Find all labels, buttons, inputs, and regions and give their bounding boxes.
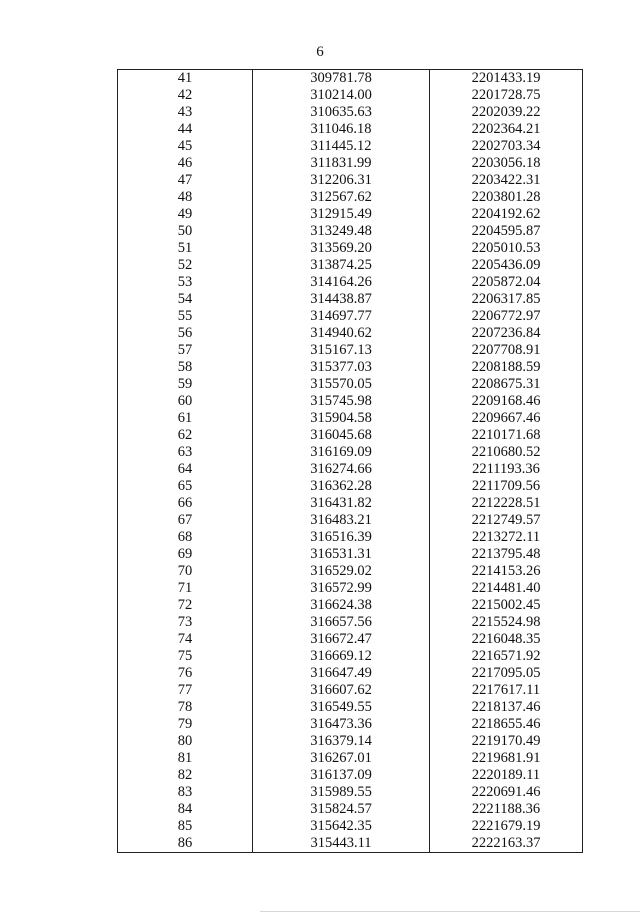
x-coordinate-cell: 313874.25 — [253, 257, 430, 274]
point-number-cell: 72 — [118, 597, 253, 614]
x-coordinate-cell: 311445.12 — [253, 138, 430, 155]
x-coordinate-cell: 316473.36 — [253, 716, 430, 733]
y-coordinate-cell: 2210680.52 — [430, 444, 583, 461]
table-row — [118, 155, 583, 172]
y-coordinate-cell: 2201433.19 — [430, 70, 583, 88]
point-number-cell: 86 — [118, 835, 253, 853]
x-coordinate-cell: 316529.02 — [253, 563, 430, 580]
point-number-cell: 60 — [118, 393, 253, 410]
y-coordinate-cell: 2202039.22 — [430, 104, 583, 121]
table-row — [118, 359, 583, 376]
y-coordinate-cell: 2208675.31 — [430, 376, 583, 393]
table-row — [118, 121, 583, 138]
x-coordinate-cell: 316672.47 — [253, 631, 430, 648]
table-row — [118, 665, 583, 682]
point-number-cell: 62 — [118, 427, 253, 444]
table-row — [118, 784, 583, 801]
table-row — [118, 563, 583, 580]
x-coordinate-cell: 315904.58 — [253, 410, 430, 427]
point-number-cell: 50 — [118, 223, 253, 240]
table-row — [118, 648, 583, 665]
x-coordinate-cell: 316137.09 — [253, 767, 430, 784]
y-coordinate-cell: 2216571.92 — [430, 648, 583, 665]
x-coordinate-cell: 315443.11 — [253, 835, 430, 853]
x-coordinate-cell: 316624.38 — [253, 597, 430, 614]
point-number-cell: 45 — [118, 138, 253, 155]
y-coordinate-cell: 2203056.18 — [430, 155, 583, 172]
point-number-cell: 82 — [118, 767, 253, 784]
point-number-cell: 53 — [118, 274, 253, 291]
x-coordinate-cell: 314164.26 — [253, 274, 430, 291]
y-coordinate-cell: 2205010.53 — [430, 240, 583, 257]
point-number-cell: 43 — [118, 104, 253, 121]
point-number-cell: 70 — [118, 563, 253, 580]
x-coordinate-cell: 313249.48 — [253, 223, 430, 240]
x-coordinate-cell: 312206.31 — [253, 172, 430, 189]
x-coordinate-cell: 315570.05 — [253, 376, 430, 393]
table-row — [118, 478, 583, 495]
point-number-cell: 78 — [118, 699, 253, 716]
point-number-cell: 79 — [118, 716, 253, 733]
point-number-cell: 68 — [118, 529, 253, 546]
table-row — [118, 546, 583, 563]
table-row — [118, 427, 583, 444]
point-number-cell: 51 — [118, 240, 253, 257]
page-bottom-rule — [260, 911, 640, 912]
table-row — [118, 699, 583, 716]
point-number-cell: 73 — [118, 614, 253, 631]
point-number-cell: 59 — [118, 376, 253, 393]
x-coordinate-cell: 316379.14 — [253, 733, 430, 750]
table-row — [118, 512, 583, 529]
x-coordinate-cell: 314438.87 — [253, 291, 430, 308]
point-number-cell: 69 — [118, 546, 253, 563]
point-number-cell: 84 — [118, 801, 253, 818]
coordinate-table-wrapper — [117, 69, 582, 853]
table-row — [118, 716, 583, 733]
y-coordinate-cell: 2216048.35 — [430, 631, 583, 648]
table-row — [118, 733, 583, 750]
table-row — [118, 393, 583, 410]
table-row — [118, 257, 583, 274]
coordinate-table — [117, 69, 583, 853]
y-coordinate-cell: 2208188.59 — [430, 359, 583, 376]
table-row — [118, 495, 583, 512]
point-number-cell: 77 — [118, 682, 253, 699]
point-number-cell: 54 — [118, 291, 253, 308]
y-coordinate-cell: 2213795.48 — [430, 546, 583, 563]
x-coordinate-cell: 316572.99 — [253, 580, 430, 597]
point-number-cell: 52 — [118, 257, 253, 274]
x-coordinate-cell: 316657.56 — [253, 614, 430, 631]
table-row — [118, 767, 583, 784]
x-coordinate-cell: 312567.62 — [253, 189, 430, 206]
point-number-cell: 44 — [118, 121, 253, 138]
table-row — [118, 240, 583, 257]
y-coordinate-cell: 2217617.11 — [430, 682, 583, 699]
y-coordinate-cell: 2203422.31 — [430, 172, 583, 189]
table-row — [118, 70, 583, 88]
table-row — [118, 444, 583, 461]
x-coordinate-cell: 316045.68 — [253, 427, 430, 444]
y-coordinate-cell: 2219170.49 — [430, 733, 583, 750]
y-coordinate-cell: 2218655.46 — [430, 716, 583, 733]
x-coordinate-cell: 316647.49 — [253, 665, 430, 682]
point-number-cell: 85 — [118, 818, 253, 835]
point-number-cell: 71 — [118, 580, 253, 597]
table-row — [118, 87, 583, 104]
y-coordinate-cell: 2211709.56 — [430, 478, 583, 495]
y-coordinate-cell: 2212749.57 — [430, 512, 583, 529]
table-row — [118, 172, 583, 189]
x-coordinate-cell: 316669.12 — [253, 648, 430, 665]
y-coordinate-cell: 2202364.21 — [430, 121, 583, 138]
y-coordinate-cell: 2220189.11 — [430, 767, 583, 784]
point-number-cell: 55 — [118, 308, 253, 325]
x-coordinate-cell: 316274.66 — [253, 461, 430, 478]
y-coordinate-cell: 2204595.87 — [430, 223, 583, 240]
point-number-cell: 46 — [118, 155, 253, 172]
page-number: 6 — [316, 44, 324, 60]
y-coordinate-cell: 2207708.91 — [430, 342, 583, 359]
table-row — [118, 325, 583, 342]
y-coordinate-cell: 2206772.97 — [430, 308, 583, 325]
table-row — [118, 529, 583, 546]
table-row — [118, 580, 583, 597]
x-coordinate-cell: 316607.62 — [253, 682, 430, 699]
table-row — [118, 750, 583, 767]
table-row — [118, 206, 583, 223]
point-number-cell: 56 — [118, 325, 253, 342]
point-number-cell: 64 — [118, 461, 253, 478]
x-coordinate-cell: 315642.35 — [253, 818, 430, 835]
y-coordinate-cell: 2215524.98 — [430, 614, 583, 631]
table-row — [118, 223, 583, 240]
x-coordinate-cell: 313569.20 — [253, 240, 430, 257]
x-coordinate-cell: 316267.01 — [253, 750, 430, 767]
y-coordinate-cell: 2217095.05 — [430, 665, 583, 682]
x-coordinate-cell: 315377.03 — [253, 359, 430, 376]
table-row — [118, 597, 583, 614]
point-number-cell: 47 — [118, 172, 253, 189]
y-coordinate-cell: 2209667.46 — [430, 410, 583, 427]
x-coordinate-cell: 316531.31 — [253, 546, 430, 563]
point-number-cell: 41 — [118, 70, 253, 88]
table-row — [118, 291, 583, 308]
y-coordinate-cell: 2211193.36 — [430, 461, 583, 478]
table-row — [118, 818, 583, 835]
table-row — [118, 274, 583, 291]
point-number-cell: 81 — [118, 750, 253, 767]
x-coordinate-cell: 316483.21 — [253, 512, 430, 529]
y-coordinate-cell: 2205436.09 — [430, 257, 583, 274]
point-number-cell: 66 — [118, 495, 253, 512]
x-coordinate-cell: 311831.99 — [253, 155, 430, 172]
x-coordinate-cell: 310214.00 — [253, 87, 430, 104]
y-coordinate-cell: 2203801.28 — [430, 189, 583, 206]
table-row — [118, 801, 583, 818]
table-row — [118, 410, 583, 427]
y-coordinate-cell: 2215002.45 — [430, 597, 583, 614]
table-row — [118, 138, 583, 155]
y-coordinate-cell: 2218137.46 — [430, 699, 583, 716]
table-row — [118, 835, 583, 853]
x-coordinate-cell: 316169.09 — [253, 444, 430, 461]
y-coordinate-cell: 2220691.46 — [430, 784, 583, 801]
y-coordinate-cell: 2204192.62 — [430, 206, 583, 223]
point-number-cell: 76 — [118, 665, 253, 682]
x-coordinate-cell: 311046.18 — [253, 121, 430, 138]
point-number-cell: 42 — [118, 87, 253, 104]
y-coordinate-cell: 2212228.51 — [430, 495, 583, 512]
x-coordinate-cell: 314697.77 — [253, 308, 430, 325]
y-coordinate-cell: 2222163.37 — [430, 835, 583, 853]
point-number-cell: 83 — [118, 784, 253, 801]
y-coordinate-cell: 2214481.40 — [430, 580, 583, 597]
y-coordinate-cell: 2209168.46 — [430, 393, 583, 410]
table-row — [118, 461, 583, 478]
table-row — [118, 631, 583, 648]
x-coordinate-cell: 315745.98 — [253, 393, 430, 410]
point-number-cell: 63 — [118, 444, 253, 461]
point-number-cell: 58 — [118, 359, 253, 376]
x-coordinate-cell: 316549.55 — [253, 699, 430, 716]
table-row — [118, 342, 583, 359]
y-coordinate-cell: 2207236.84 — [430, 325, 583, 342]
y-coordinate-cell: 2213272.11 — [430, 529, 583, 546]
x-coordinate-cell: 315167.13 — [253, 342, 430, 359]
point-number-cell: 49 — [118, 206, 253, 223]
point-number-cell: 80 — [118, 733, 253, 750]
point-number-cell: 67 — [118, 512, 253, 529]
x-coordinate-cell: 312915.49 — [253, 206, 430, 223]
y-coordinate-cell: 2206317.85 — [430, 291, 583, 308]
table-row — [118, 189, 583, 206]
point-number-cell: 65 — [118, 478, 253, 495]
table-row — [118, 104, 583, 121]
y-coordinate-cell: 2221679.19 — [430, 818, 583, 835]
y-coordinate-cell: 2219681.91 — [430, 750, 583, 767]
x-coordinate-cell: 314940.62 — [253, 325, 430, 342]
y-coordinate-cell: 2214153.26 — [430, 563, 583, 580]
point-number-cell: 75 — [118, 648, 253, 665]
table-row — [118, 308, 583, 325]
x-coordinate-cell: 315989.55 — [253, 784, 430, 801]
table-row — [118, 376, 583, 393]
y-coordinate-cell: 2205872.04 — [430, 274, 583, 291]
x-coordinate-cell: 315824.57 — [253, 801, 430, 818]
point-number-cell: 57 — [118, 342, 253, 359]
table-row — [118, 682, 583, 699]
point-number-cell: 74 — [118, 631, 253, 648]
table-row — [118, 614, 583, 631]
x-coordinate-cell: 316516.39 — [253, 529, 430, 546]
x-coordinate-cell: 310635.63 — [253, 104, 430, 121]
y-coordinate-cell: 2202703.34 — [430, 138, 583, 155]
x-coordinate-cell: 316431.82 — [253, 495, 430, 512]
y-coordinate-cell: 2210171.68 — [430, 427, 583, 444]
point-number-cell: 48 — [118, 189, 253, 206]
y-coordinate-cell: 2201728.75 — [430, 87, 583, 104]
coordinate-table-body — [118, 70, 583, 853]
point-number-cell: 61 — [118, 410, 253, 427]
x-coordinate-cell: 309781.78 — [253, 70, 430, 88]
x-coordinate-cell: 316362.28 — [253, 478, 430, 495]
y-coordinate-cell: 2221188.36 — [430, 801, 583, 818]
